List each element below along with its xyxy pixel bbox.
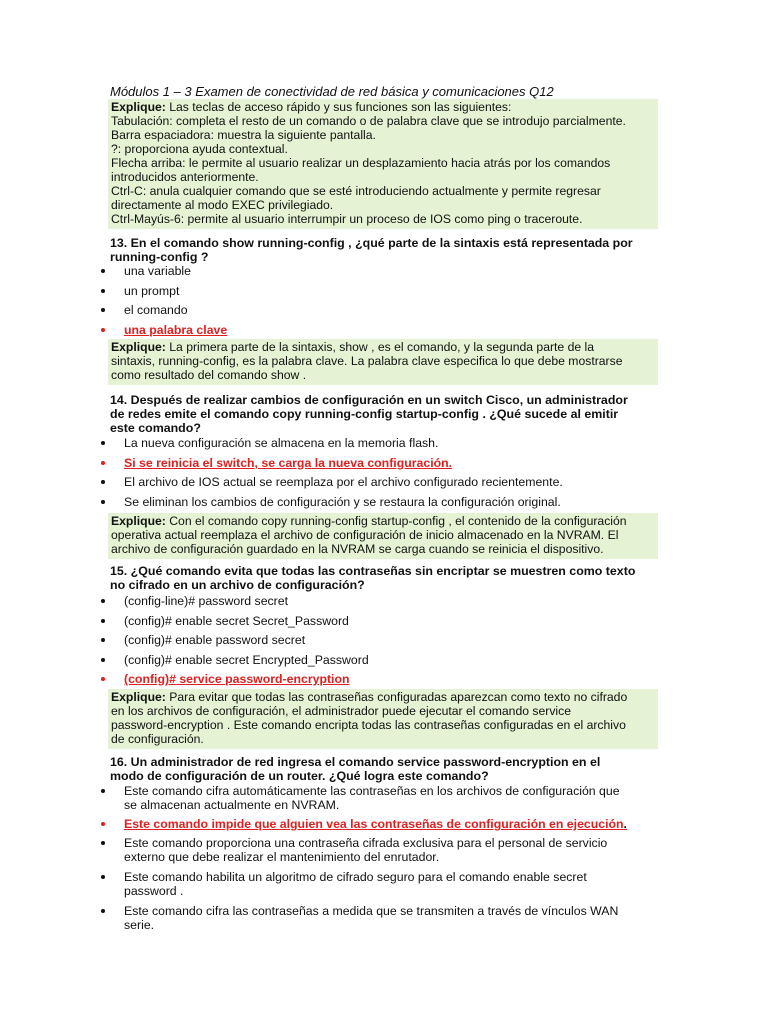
option-text [124, 817, 644, 831]
explanation-line [111, 128, 655, 142]
option-line: password . [124, 884, 184, 898]
option-item [0, 633, 768, 647]
option-text [124, 836, 644, 864]
question-text: 13. En el comando show running-config , ¿qué parte de la sintaxis está representada por [110, 236, 633, 250]
question-13 [110, 236, 650, 264]
bullet-icon [101, 461, 105, 465]
option-text [124, 436, 644, 450]
explanation-text: Flecha arriba: le permite al usuario realizar un desplazamiento hacia atrás por los comandos [111, 156, 611, 170]
explanation-text: ?: proporciona ayuda contextual. [111, 142, 288, 156]
explanation-line [111, 212, 655, 226]
explanation-text: Tabulación: completa el resto de un comando o de palabra clave que se introdujo parcialmente. [111, 114, 626, 128]
option-line: serie. [124, 918, 155, 932]
bullet-icon [101, 677, 105, 681]
option-text [124, 672, 644, 686]
explanation-box-q14 [108, 513, 658, 559]
bullet-icon [101, 658, 105, 662]
explanation-label: Explique: [111, 514, 166, 528]
explanation-text: Las teclas de acceso rápido y sus funciones son las siguientes: [169, 100, 512, 114]
explanation-line [111, 184, 655, 198]
explanation-line [111, 156, 655, 170]
option-trailing-punctuation: . [623, 817, 627, 831]
explanation-line [111, 528, 655, 542]
option-item [0, 836, 768, 864]
option-line: Este comando proporciona una contraseña cifrada exclusiva para el personal de servicio [124, 836, 608, 850]
bullet-icon [101, 441, 105, 445]
option-line: una variable [124, 264, 191, 278]
option-line: el comando [124, 303, 188, 317]
option-line: Este comando habilita un algoritmo de cifrado seguro para el comando enable secret [124, 870, 587, 884]
option-line: El archivo de IOS actual se reemplaza por el archivo configurado recientemente. [124, 475, 563, 489]
option-item [0, 784, 768, 812]
explanation-text: de configuración. [111, 732, 204, 746]
explanation-text: password-encryption . Este comando encripta todas las contraseñas configuradas en el archivo [111, 718, 626, 732]
bullet-icon [101, 289, 105, 293]
explanation-line [111, 368, 655, 382]
option-item-correct [0, 323, 768, 337]
bullet-icon [101, 269, 105, 273]
explanation-text: operativa actual reemplaza el archivo de configuración de inicio almacenado en la NVRAM. El [111, 528, 619, 542]
explanation-line [111, 542, 655, 556]
option-line: Este comando cifra las contraseñas a medida que se transmiten a través de vínculos WAN [124, 904, 619, 918]
explanation-text: Con el comando copy running-config startup-config , el contenido de la configuración [169, 514, 627, 528]
question-text: este comando? [110, 421, 201, 435]
question-text: 16. Un administrador de red ingresa el comando service password-encryption en el [110, 755, 601, 769]
explanation-text: archivo de configuración guardado en la NVRAM se carga cuando se reinicia el dispositivo. [111, 542, 604, 556]
explanation-line [111, 690, 655, 704]
option-text [124, 264, 644, 278]
bullet-icon [101, 308, 105, 312]
bullet-icon [101, 822, 105, 826]
explanation-line [111, 100, 655, 114]
explanation-line [111, 340, 655, 354]
explanation-line [111, 354, 655, 368]
bullet-icon [101, 599, 105, 603]
explanation-line [111, 514, 655, 528]
option-item [0, 264, 768, 278]
option-text [124, 904, 644, 932]
question-text: 14. Después de realizar cambios de configuración en un switch Cisco, un administrador [110, 393, 628, 407]
option-text [124, 633, 644, 647]
option-line: (config)# service password-encryption [124, 672, 350, 686]
option-line: (config)# enable secret Encrypted_Password [124, 652, 369, 667]
option-line: Este comando cifra automáticamente las contraseñas en los archivos de configuración que [124, 784, 620, 798]
question-text: no cifrado en un archivo de configuración? [110, 578, 365, 592]
option-line: externo que debe realizar el mantenimiento del enrutador. [124, 850, 440, 864]
explanation-line [111, 114, 655, 128]
document-header: Módulos 1 – 3 Examen de conectividad de red básica y comunicaciones Q12 [110, 84, 554, 99]
question-text: de redes emite el comando copy running-config startup-config . ¿Qué sucede al emitir [110, 407, 619, 421]
explanation-label: Explique: [111, 340, 166, 354]
question-16 [110, 755, 650, 783]
question-text: 15. ¿Qué comando evita que todas las contraseñas sin encriptar se muestren como texto [110, 564, 636, 578]
option-text [124, 323, 644, 337]
bullet-icon [101, 875, 105, 879]
question-text: running-config ? [110, 250, 209, 264]
question-15 [110, 564, 650, 592]
option-line: (config)# enable secret Secret_Password [124, 613, 349, 628]
explanation-box-q13 [108, 339, 658, 385]
option-line: Si se reinicia el switch, se carga la nueva configuración. [124, 455, 453, 470]
option-line: (config-line)# password secret [124, 594, 289, 608]
option-item [0, 594, 768, 608]
option-text [124, 495, 644, 509]
option-text [124, 284, 644, 298]
bullet-icon [101, 909, 105, 913]
option-item [0, 303, 768, 317]
option-item [0, 475, 768, 489]
option-item [0, 284, 768, 298]
bullet-icon [101, 480, 105, 484]
option-line: se almacenan actualmente en NVRAM. [124, 798, 340, 812]
explanation-label: Explique: [111, 690, 166, 704]
explanation-line [111, 198, 655, 212]
option-text [124, 870, 644, 898]
explanation-line [111, 704, 655, 718]
explanation-box-q12 [108, 99, 658, 229]
explanation-text: La primera parte de la sintaxis, show , es el comando, y la segunda parte de la [169, 340, 595, 354]
option-line: Se eliminan los cambios de configuración y se restaura la configuración original. [124, 494, 561, 509]
bullet-icon [101, 328, 105, 332]
bullet-icon [101, 841, 105, 845]
explanation-line [111, 142, 655, 156]
explanation-text: Ctrl-Mayús-6: permite al usuario interrumpir un proceso de IOS como ping o traceroute. [111, 212, 583, 226]
explanation-line [111, 732, 655, 746]
explanation-text: como resultado del comando show . [111, 368, 307, 382]
option-text [124, 456, 644, 470]
explanation-line [111, 718, 655, 732]
option-item [0, 653, 768, 667]
option-item [0, 614, 768, 628]
explanation-label: Explique: [111, 100, 166, 114]
explanation-text: sintaxis, running-config, es la palabra clave. La palabra clave especifica lo que debe mostrarse [111, 354, 623, 368]
explanation-text: introducidos anteriormente. [111, 170, 259, 184]
explanation-line [111, 170, 655, 184]
bullet-icon [101, 500, 105, 504]
option-text [124, 475, 644, 489]
explanation-box-q15 [108, 689, 658, 749]
explanation-text: en los archivos de configuración, el administrador puede ejecutar el comando service [111, 704, 571, 718]
option-text [124, 784, 644, 812]
option-item [0, 436, 768, 450]
option-text [124, 303, 644, 317]
explanation-text: Ctrl-C: anula cualquier comando que se esté introduciendo actualmente y permite regresar [111, 184, 601, 198]
option-item [0, 495, 768, 509]
option-text [124, 594, 644, 608]
question-text: modo de configuración de un router. ¿Qué logra este comando? [110, 769, 489, 783]
option-text [124, 653, 644, 667]
option-line-wrap [124, 817, 644, 831]
question-14 [110, 393, 650, 435]
option-line: (config)# enable password secret [124, 633, 306, 647]
option-item-correct [0, 672, 768, 686]
option-line-inner: Este comando impide que alguien vea las contraseñas de configuración en ejecución [124, 817, 624, 831]
option-line: un prompt [124, 283, 180, 298]
bullet-icon [101, 789, 105, 793]
option-line: una palabra clave [124, 322, 228, 337]
option-item [0, 904, 768, 932]
option-item-correct [0, 456, 768, 470]
bullet-icon [101, 638, 105, 642]
option-text [124, 614, 644, 628]
explanation-text: Para evitar que todas las contraseñas configuradas aparezcan como texto no cifrado [169, 690, 628, 704]
bullet-icon [101, 619, 105, 623]
explanation-text: directamente al modo EXEC privilegiado. [111, 198, 334, 212]
option-item [0, 870, 768, 898]
explanation-text: Barra espaciadora: muestra la siguiente pantalla. [111, 128, 376, 142]
option-item-correct [0, 817, 768, 831]
option-line: La nueva configuración se almacena en la memoria flash. [124, 436, 439, 450]
